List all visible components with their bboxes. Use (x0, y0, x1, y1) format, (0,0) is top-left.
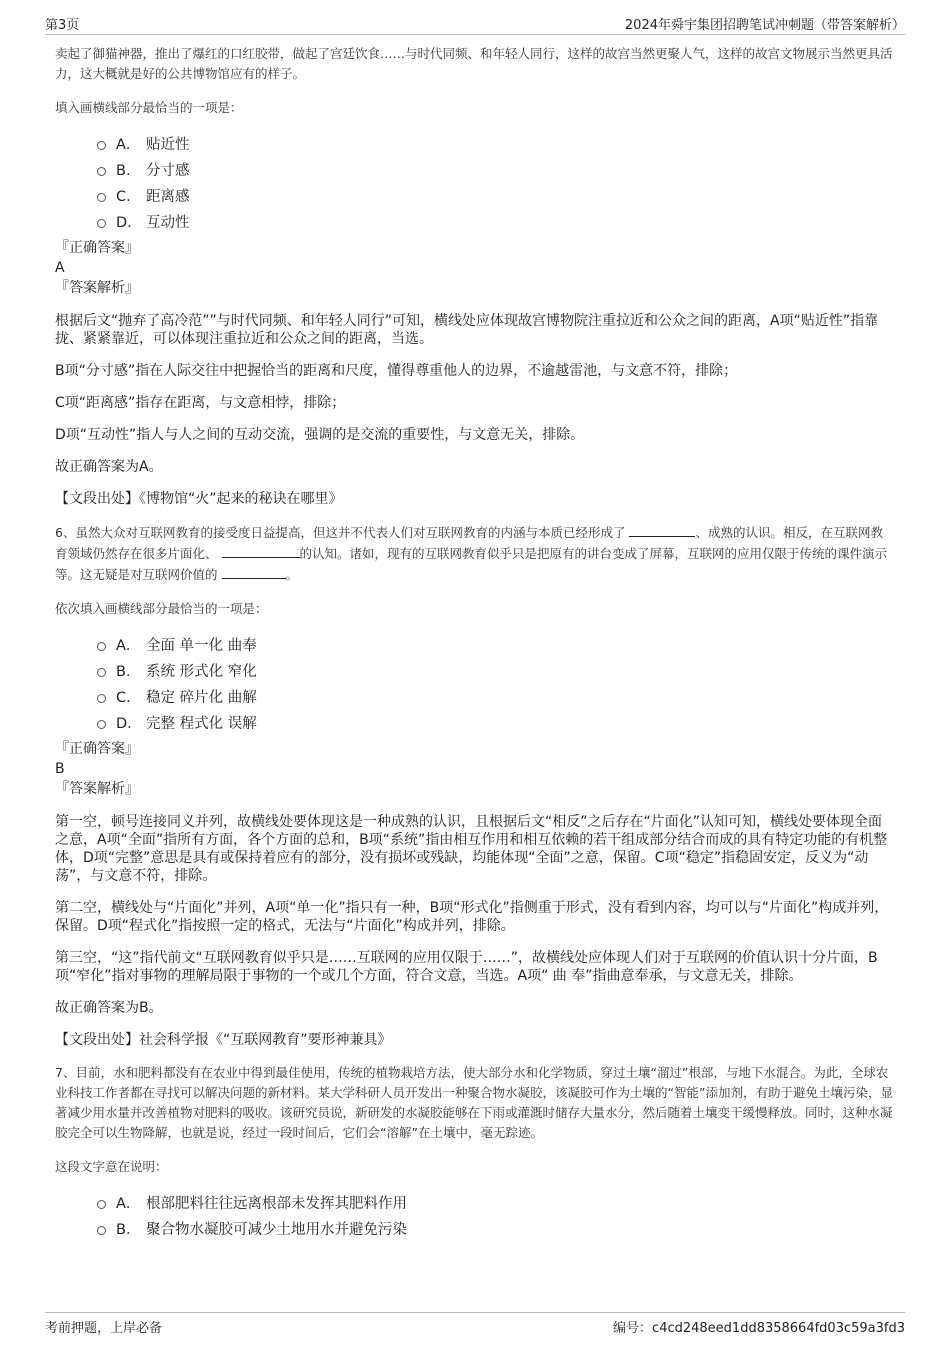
q6-passage: 6、虽然大众对互联网教育的接受度日益提高，但这并不代表人们对互联网教育的内涵与本质已经形成了 、成熟的认识。相反，在互联网教育领域仍然存在很多片面化、 的认知。诸如，现有的互联网教育似乎只是把原有的讲台变成了屏幕，互联网的应用仅限于传统的课件演示等。这无疑是对互联网价值的 。 (55, 522, 895, 585)
q5-option-a[interactable]: A． 贴近性 (97, 132, 895, 158)
q5-source: 【文段出处】《博物馆“火”起来的秘诀在哪里》 (55, 491, 343, 507)
q6-analysis-label: 『答案解析』 (55, 781, 139, 797)
q5-analysis-label: 『答案解析』 (55, 280, 139, 296)
q5-conclusion: 故正确答案为A。 (55, 459, 163, 475)
content (55, 44, 895, 1243)
q7-option-b[interactable]: B． 聚合物水凝胶可减少土地用水并避免污染 (97, 1217, 895, 1243)
blank-1[interactable] (629, 522, 695, 537)
q6-analysis-3: 第三空，“这”指代前文“互联网教育似乎只是……互联网的应用仅限于……”，故横线处应体现人们对于互联网的价值认识十分片面，B项“窄化”指对事物的理解局限于事物的一个或几个方面，符合文意，当选。A项“ 曲 奉”指曲意奉承，与文意无关，排除。 (55, 950, 878, 984)
q7-prompt: 这段文字意在说明： (55, 1159, 168, 1174)
radio-icon[interactable] (97, 642, 106, 651)
page-footer (45, 1312, 905, 1339)
q5-passage-tail: 卖起了御猫神器，推出了爆红的口红胶带，做起了宫廷饮食……与时代同频、和年轻人同行，这样的故宫当然更聚人气，这样的故宫文物展示当然更具活力，这大概就是好的公共博物馆应有的样子。 (55, 46, 893, 81)
q5-answer-label: 『正确答案』 (55, 240, 139, 256)
document-title: 2024年舜宇集团招聘笔试冲刺题（带答案解析） (624, 18, 905, 33)
q5-option-b[interactable]: B． 分寸感 (97, 158, 895, 184)
q6-conclusion: 故正确答案为B。 (55, 1000, 163, 1016)
document-id: 编号：c4cd248eed1dd8358664fd03c59a3fd3 (613, 1321, 905, 1336)
q6-answer: B (55, 761, 65, 777)
radio-icon[interactable] (97, 141, 106, 150)
q6-options (55, 633, 895, 737)
q7-options (55, 1191, 895, 1243)
q7-passage: 7、目前，水和肥料都没有在农业中得到最佳使用，传统的植物栽培方法，使大部分水和化学物质，穿过土壤“溜过”根部，与地下水混合。为此，全球农业科技工作者都在寻找可以解决问题的新材料。某大学科研人员开发出一种聚合物水凝胶，该凝胶可作为土壤的“智能”添加剂，有助于避免土壤污染，显著减少用水量并改善植物对肥料的吸收。该研究员说，新研发的水凝胶能够在下雨或灌溉时储存大量水分，然后随着土壤变干缓慢释放。同时，这种水凝胶完全可以生物降解，也就是说，经过一段时间后，它们会“溶解”在土壤中，毫无踪迹。 (55, 1065, 893, 1140)
page-header (45, 12, 905, 35)
q5-prompt: 填入画横线部分最恰当的一项是： (55, 100, 243, 115)
radio-icon[interactable] (97, 193, 106, 202)
q5-analysis-3: C项“距离感”指存在距离，与文意相悖，排除； (55, 395, 346, 411)
q6-answer-label: 『正确答案』 (55, 741, 139, 757)
radio-icon[interactable] (97, 1226, 106, 1235)
blank-3[interactable] (222, 564, 286, 579)
blank-2[interactable] (222, 543, 300, 558)
q6-option-a[interactable]: A． 全面 单一化 曲奉 (97, 633, 895, 659)
q6-analysis-1: 第一空，顿号连接同义并列，故横线处要体现这是一种成熟的认识，且根据后文“相反”之后存在“片面化”认知可知，横线处要体现全面之意，A项“全面”指所有方面，各个方面的总和，B项“系统”指由相互作用和相互依赖的若干组成部分结合而成的具有特定功能的有机整体，D项“完整”意思是具有或保持着应有的部分，没有损坏或残缺，均能体现“全面”之意，保留。C项“稳定”指稳固安定，反义为“动荡”，与文意不符，排除。 (55, 814, 888, 884)
radio-icon[interactable] (97, 720, 106, 729)
radio-icon[interactable] (97, 1200, 106, 1209)
radio-icon[interactable] (97, 167, 106, 176)
q7-option-a[interactable]: A． 根部肥料往往远离根部未发挥其肥料作用 (97, 1191, 895, 1217)
q5-options (55, 132, 895, 236)
q6-prompt: 依次填入画横线部分最恰当的一项是： (55, 601, 268, 616)
q6-option-d[interactable]: D． 完整 程式化 误解 (97, 711, 895, 737)
q5-analysis-4: D项“互动性”指人与人之间的互动交流，强调的是交流的重要性，与文意无关，排除。 (55, 427, 585, 443)
footer-slogan: 考前押题，上岸必备 (45, 1321, 163, 1336)
q6-analysis-2: 第二空，横线处与“片面化”并列，A项“单一化”指只有一种，B项“形式化”指侧重于形式，没有看到内容，均可以与“片面化”构成并列，保留。D项“程式化”指按照一定的格式，无法与“片面化”构成并列，排除。 (55, 900, 889, 934)
radio-icon[interactable] (97, 694, 106, 703)
q5-analysis-1: 根据后文“抛弃了高冷范””与时代同频、和年轻人同行”可知，横线处应体现故宫博物院注重拉近和公众之间的距离，A项“贴近性”指靠拢、紧紧靠近，可以体现注重拉近和公众之间的距离，当选。 (55, 313, 879, 347)
q6-option-c[interactable]: C． 稳定 碎片化 曲解 (97, 685, 895, 711)
radio-icon[interactable] (97, 668, 106, 677)
q6-option-b[interactable]: B． 系统 形式化 窄化 (97, 659, 895, 685)
q5-analysis-2: B项“分寸感”指在人际交往中把握恰当的距离和尺度，懂得尊重他人的边界，不逾越雷池，与文意不符，排除； (55, 363, 738, 379)
q5-option-d[interactable]: D． 互动性 (97, 210, 895, 236)
page-number: 第3页 (45, 18, 80, 33)
q6-source: 【文段出处】社会科学报《“互联网教育”要形神兼具》 (55, 1032, 392, 1048)
q5-option-c[interactable]: C． 距离感 (97, 184, 895, 210)
radio-icon[interactable] (97, 219, 106, 228)
q5-answer: A (55, 260, 65, 276)
